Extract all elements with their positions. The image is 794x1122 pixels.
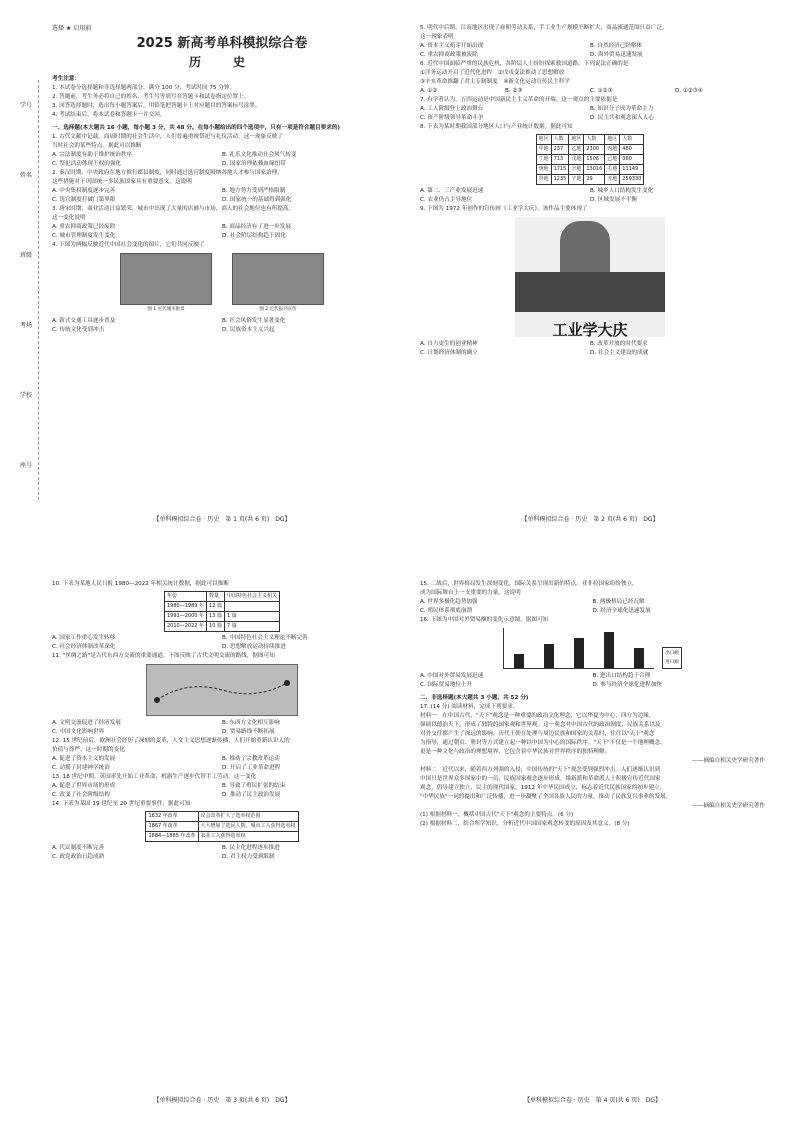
page-footer: 【单科模拟综合卷 · 历史 第 4 页(共 6 页) DG】 <box>524 1097 661 1104</box>
option: A. 代议制度不断完善 <box>52 845 105 851</box>
legend-entry: 进口额 <box>665 660 679 665</box>
option: A. 国家工作重心发生转移 <box>52 635 116 641</box>
material-source: ——摘编自相关史学研究著作 <box>625 803 765 809</box>
option: B. 礼乐文化推动社会风气转变 <box>222 152 297 158</box>
poster-slogan: 工业学大庆 <box>552 321 628 339</box>
option: B. 自然经济已经解体 <box>590 43 643 49</box>
option: B. 进出口结构趋于合理 <box>592 673 651 679</box>
material-line: 中国只是世界众多国家中的一员，民族国家观念逐步形成。维新派和革命派人士积极宣传近代国家 <box>420 776 661 782</box>
option: C. 中国文化影响世界 <box>52 729 105 735</box>
option: A. 第二、三产业发展迅速 <box>420 188 484 194</box>
exam-badge: 选择 ★ 启用前 <box>52 25 92 32</box>
image-caption: 图 1 近代城市街景 <box>147 307 185 312</box>
question-text: 当时社会的某些特点。据此可以推断 <box>52 143 142 149</box>
option: C. 传统文化受到冲击 <box>52 327 105 333</box>
option: D. 贸易路线不断拓展 <box>222 729 275 735</box>
table-row: 1991—2000 年 13 篇 1 篇 <box>164 612 279 622</box>
page-footer: 【单科模拟综合卷 · 历史 第 1 页(共 6 页) DG】 <box>153 516 291 523</box>
material-line: 材料二 近代以来，随着西方列强的入侵，中国传统的"天下"观念受到强烈冲击。人们逐渐认识到 <box>420 767 661 773</box>
material-line: 更是一种文化与政治的理想境界，它包含着中华民族对世界秩序的独特理解。 <box>420 749 611 755</box>
option: A. 促进了世界市场的形成 <box>52 783 116 789</box>
option: D. 民主共和观念深入人心 <box>590 115 654 121</box>
option: D. 推动了民主政治发展 <box>222 792 281 798</box>
option: A. 世界多极化趋势加强 <box>420 599 478 605</box>
question-text: 15. 二战后，世界格局发生深刻变化，国际关系呈现出新的特点。亚非拉国家纷纷独立， <box>420 581 638 587</box>
table-row: 1980—1989 年 12 篇 <box>164 602 279 612</box>
margin-label: 班级 <box>19 252 32 259</box>
notice-line: 4. 考试结束后，将本试卷和答题卡一并交回。 <box>52 112 166 118</box>
option: D. 社会主义建设的成就 <box>590 350 649 356</box>
option: D. 民族资本主义兴起 <box>222 327 275 333</box>
option: D. 开启了工业革命进程 <box>222 765 281 771</box>
material-line: 材料一 在中国古代，"天下"观念是一种重要的政治文化理念，它以华夏为中心，四方为边缘， <box>420 713 655 719</box>
photo-street-image <box>120 253 212 305</box>
page-footer: 【单科模拟综合卷 · 历史 第 3 页(共 6 页) DG】 <box>153 1097 291 1104</box>
option: B. 地方势力受到严格限制 <box>222 188 286 194</box>
question-text: 这些措施对于巩固统一多民族国家具有重要意义。这说明 <box>52 179 192 185</box>
option: C. 殖民体系彻底崩溃 <box>420 608 473 614</box>
option: A. 文明交流促进了经济发展 <box>52 720 121 726</box>
cut-line <box>38 80 39 500</box>
exam-title: 2025 新高考单科模拟综合卷 <box>136 36 308 51</box>
option: C. 国际贸易地位上升 <box>420 682 473 688</box>
notice-heading: 考生注意： <box>52 76 80 82</box>
image-caption: 图 2 近代报刊宣传 <box>259 307 297 312</box>
exam-subject: 历 史 <box>188 55 255 69</box>
question-text: 4. 下图为两幅反映近代中国社会变化的图片，它们共同反映了 <box>52 242 205 248</box>
question-text: 12. 15 世纪前后，欧洲社会经历了深刻的变革，人文主义思想逐渐传播，人们开始重新认识人的 <box>52 738 290 744</box>
option: B. 知识分子成为革命主力 <box>590 106 654 112</box>
binding-margin <box>8 80 44 500</box>
option: A. 自力更生的创业精神 <box>420 341 478 347</box>
question-ask: (1) 根据材料一，概括中国古代"天下"观念的主要特点。(6 分) <box>420 812 574 818</box>
page-2 <box>420 24 760 524</box>
table-row: 甲地 237 乙地 2300 丙地 480 <box>536 145 644 155</box>
question-text: 13. 18 世纪中期，英国率先开始工业革命，机器生产逐步代替手工劳动。这一变化 <box>52 774 257 780</box>
section-heading: 一、选择题(本大题共 16 小题，每小题 3 分，共 48 分。在每小题给出的四个选项中，只有一项是符合题目要求的) <box>52 125 340 131</box>
table-row: 年份 数量 中国特色社会主义相关 <box>164 592 279 602</box>
silk-road-map-image <box>146 664 298 716</box>
option: D. 思想解放运动持续推进 <box>222 644 286 650</box>
option: A. 宗法制度有助于维护统治秩序 <box>52 152 133 158</box>
option: D. 经济全球化迅速发展 <box>592 608 651 614</box>
statistics-table <box>164 591 280 632</box>
question-text: 5. 明代中后期，江南地区出现了雇佣劳动关系，手工业生产规模不断扩大，商品流通范围日益广泛。 <box>420 25 668 31</box>
question-text: 1. 古代文献中记载，商周时期的社会生活中，人们普遍重视祭祀与礼仪活动。这一现象反映了 <box>52 134 283 140</box>
page-1 <box>52 24 392 524</box>
option: C. 政党政治日趋成熟 <box>52 854 105 860</box>
option: B. 东西方文化相互影响 <box>222 720 280 726</box>
chart-legend <box>662 647 682 669</box>
margin-label: 姓名 <box>19 172 32 179</box>
question-text: 3. 唐宋时期，商业活动日益繁荣，城市中出现了大量的店铺与市场，商人的社会地位也有所提高。 <box>52 206 295 212</box>
chart-bar <box>634 648 644 668</box>
material-line: "中华民族"一词的提出和广泛传播，进一步凝聚了全国各族人民的力量，推动了民族复兴事业的发展。 <box>420 794 672 800</box>
option: A. ①② <box>420 88 438 94</box>
question-ask: (2) 根据材料二，结合所学知识，分析近代中国国家观念转变的原因及其意义。(8 分) <box>420 821 630 827</box>
question-text: 8. 下表为某时期我国部分地区人口与产业统计数据。据此可知 <box>420 124 573 130</box>
material-source: ——摘编自相关史学研究著作 <box>625 758 765 764</box>
option: D. 区域发展不平衡 <box>590 197 638 203</box>
margin-label: 学校 <box>19 392 32 399</box>
photo-press-image <box>232 253 324 305</box>
chart-bar <box>604 632 614 668</box>
chart-bar <box>514 654 524 668</box>
option: B. 商品经济有了进一步发展 <box>222 224 291 230</box>
option: A. 重农抑商政策已经废除 <box>52 224 116 230</box>
option: B. 社会风俗发生显著变化 <box>222 318 286 324</box>
chart-bar <box>544 644 554 668</box>
question-text: 这一现象表明 <box>420 34 454 40</box>
question-text: 2. 秦汉时期，中央政府在地方推行郡县制度，同时通过选官制度吸纳各地人才参与国家治理， <box>52 170 283 176</box>
question-text: 6. 近代中国面临严重的民族危机，各阶层人士纷纷探索救国道路。下列说法正确的是 <box>420 61 629 67</box>
margin-label: 座号 <box>19 462 32 469</box>
material-line: 观念，倡导建立独立、民主的现代国家。1912 年中华民国成立，标志着近代民族国家的初步建立。 <box>420 785 666 791</box>
notice-line: 1. 本试卷分选择题和非选择题两部分。满分 100 分，考试时间 75 分钟。 <box>52 85 236 91</box>
option: D. 社会阶层结构趋于固化 <box>222 233 286 239</box>
option: C. 社会经济体制改革深化 <box>52 644 116 650</box>
option: A. 工人阶级登上政治舞台 <box>420 106 484 112</box>
option: A. 中央集权制度逐步完善 <box>52 188 116 194</box>
option: B. ②③ <box>505 88 523 94</box>
option: C. 农业仍占主导地位 <box>420 197 473 203</box>
option: D. 国家统一的基础得到强化 <box>222 197 292 203</box>
population-table <box>536 134 645 185</box>
reform-table <box>145 811 298 842</box>
question-text: 11. "丝绸之路"是古代东西方交流的重要通道。下图反映了古代文明交流的路线，据图可知 <box>52 653 275 659</box>
table-row: 癸地 1235 子地 29 丑地 250330 <box>536 175 644 185</box>
option: B. 中国特色社会主义理论不断完善 <box>222 635 308 641</box>
chart-bar <box>574 638 584 668</box>
option: D. ①②③④ <box>675 88 703 94</box>
option: C. 选官制度打破门第界限 <box>52 197 116 203</box>
question-text: 17. (14 分) 阅读材料，完成下列要求。 <box>420 704 519 710</box>
question-text: 9. 下图为 1972 年创作的宣传画《工业学大庆》。该作品主要体现了 <box>420 206 588 212</box>
option: A. 新式交通工具逐步普及 <box>52 318 116 324</box>
table-row: 地区 人数 地区 人数 地区 人数 <box>536 135 644 145</box>
option: D. 参与经济全球化进程加快 <box>592 682 662 688</box>
option: A. 资本主义萌芽开始出现 <box>420 43 484 49</box>
notice-line: 3. 回答选择题时，选出每小题答案后，用铅笔把答题卡上对应题目的答案标号涂黑。 <box>52 103 261 109</box>
table-row: 1867 年改革 大大增加了选民人数，城市工人获得选举权 <box>146 822 298 832</box>
page-footer: 【单科模拟综合卷 · 历史 第 2 页(共 6 页) DG】 <box>521 516 659 523</box>
bar-chart-area <box>503 628 654 669</box>
option: A. 中国对外贸易发展迅速 <box>420 673 484 679</box>
material-line: 对外交往都产生了深远的影响。历代王朝在处理与周边民族和国家的关系时，往往以"天下"观念 <box>420 731 655 737</box>
option: C. 城市管理制度发生变化 <box>52 233 116 239</box>
route-line-icon <box>147 665 297 715</box>
option: B. 两极格局已经瓦解 <box>592 599 645 605</box>
option: A. 促进了资本主义的发展 <box>52 756 116 762</box>
option: B. 推动了宗教改革运动 <box>222 756 280 762</box>
notice-line: 2. 答题前，考生务必将自己的姓名、考生号等填写在答题卡和试卷指定位置上。 <box>52 94 250 100</box>
option: B. 导致了殖民扩张的结束 <box>222 783 286 789</box>
option: D. 海外贸易迅速发展 <box>590 52 643 58</box>
question-text: 价值与尊严。这一时期的变化 <box>52 747 125 753</box>
option: B. 城乡人口结构发生变化 <box>590 188 654 194</box>
question-text: 这一变化说明 <box>52 215 86 221</box>
question-text: 16. 下图为中国对外贸易额的变化示意图，据图可知 <box>420 617 549 623</box>
question-text: 成为国际舞台上一支重要的力量。这说明 <box>420 590 521 596</box>
legend-entry: 出口额 <box>665 651 679 656</box>
option: C. 改变了社会阶级结构 <box>52 792 110 798</box>
option: C. 计划经济体制的确立 <box>420 350 478 356</box>
table-row: 庚地 1715 辛地 13016 壬地 11149 <box>536 165 644 175</box>
table-row: 2010—2022 年 10 篇 7 篇 <box>164 622 279 632</box>
option: D. 君主权力受到限制 <box>222 854 275 860</box>
margin-label: 考场 <box>19 322 32 329</box>
option: C. 资产阶级领导革命斗争 <box>420 115 484 121</box>
option: B. 民主化进程逐步推进 <box>222 845 280 851</box>
option: C. ①②③ <box>590 88 613 94</box>
option: C. 重农抑商政策被废除 <box>420 52 478 58</box>
section-heading: 二、非选择题(本大题共 3 小题，共 52 分) <box>420 695 529 701</box>
material-line: 强调以德治天下，形成了独特的国家观和世界观。这一观念对中国古代的政治制度、民族关系以及 <box>420 722 661 728</box>
question-item: ③辛亥革命推翻了君主专制制度 ④新文化运动宣传民主科学 <box>420 79 570 85</box>
option: C. 动摇了封建神学统治 <box>52 765 110 771</box>
question-text: 10. 下表为某地人民日报 1980—2022 年相关统计数据，据此可以推断 <box>52 581 229 587</box>
table-row: 1884—1885 年改革 农业工人获得选举权 <box>146 832 298 842</box>
margin-label: 学号 <box>19 102 32 109</box>
page-3 <box>52 580 392 1105</box>
question-item: ①洋务运动开启了近代化进程 ②戊戌变法推动了思想解放 <box>420 70 565 76</box>
propaganda-poster-image <box>515 217 665 337</box>
trade-chart <box>420 628 765 669</box>
option: C. 祭祀活动体现王权的强化 <box>52 161 121 167</box>
option: D. 国家治理依赖血缘纽带 <box>222 161 286 167</box>
option: B. 改革开放的时代要求 <box>590 341 648 347</box>
question-text: 7. 有学者认为，五四运动是中国新民主主义革命的开端。这一观点的主要依据是 <box>420 97 618 103</box>
table-row: 丁地 713 戊地 1506 己地 360 <box>536 155 644 165</box>
question-text: 14. 下表为某国 19 世纪至 20 世纪重要事件，据此可知 <box>52 801 191 807</box>
page-4 <box>420 580 765 1105</box>
table-row: 1832 年改革 议会改革扩大了选举权范围 <box>146 812 298 822</box>
material-line: 为指导，通过朝贡、册封等方式建立起一种以中国为中心的国际秩序。"天下"不仅是一个地理概念， <box>420 740 666 746</box>
